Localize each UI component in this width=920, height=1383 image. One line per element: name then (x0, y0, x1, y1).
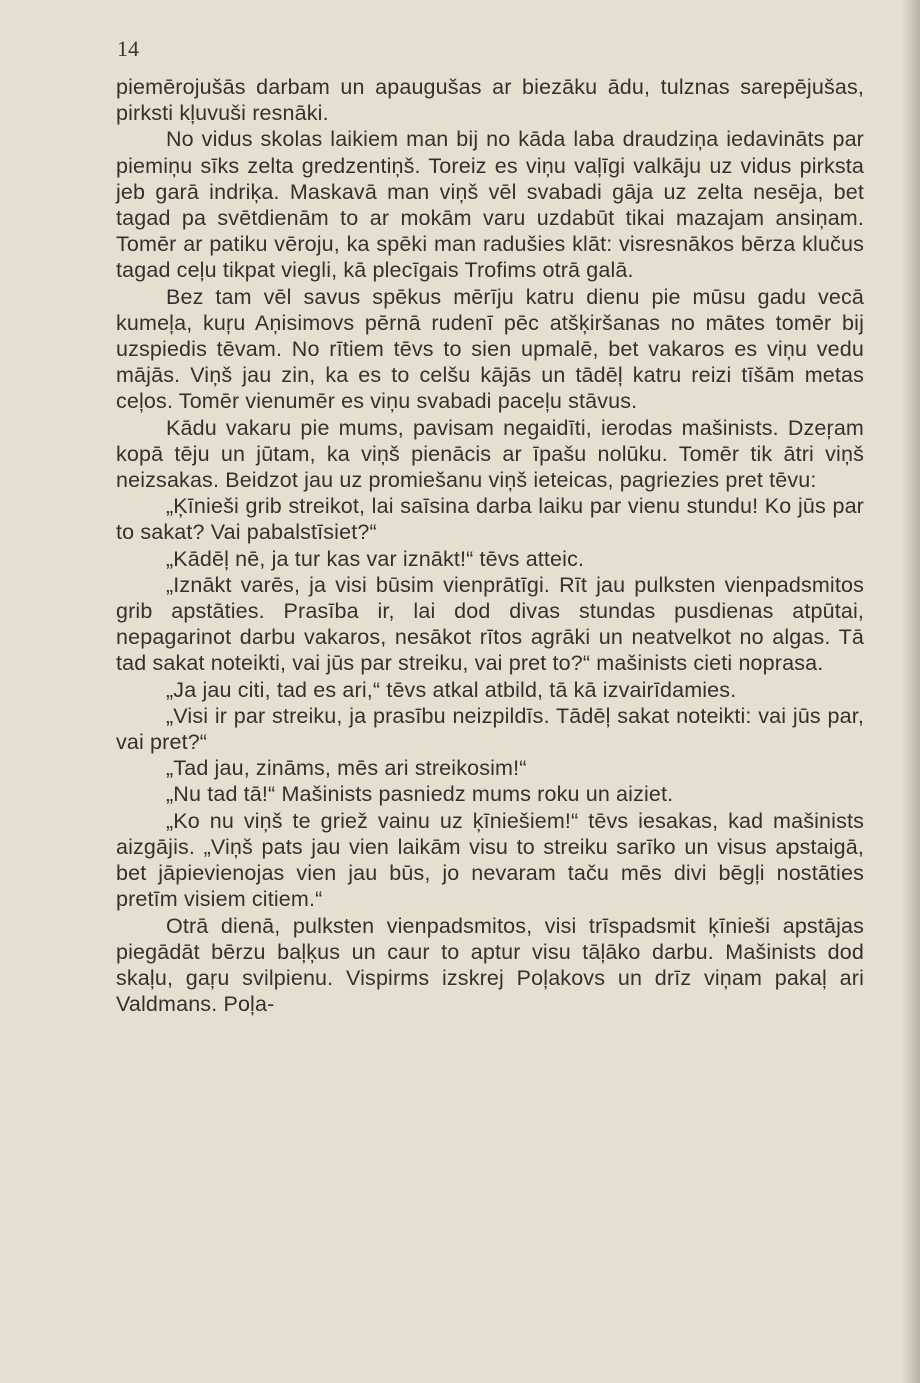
paragraph: „Iznākt varēs, ja visi būsim vienprātīgi. Rīt jau pulksten vienpadsmitos grib apstāties. Prasība ir, lai dod divas stundas pusdienas atpūtai, nepagarinot darbu vakaros, nesākot rītos agrāki un neatvelkot no algas. Tā tad sakat noteikti, vai jūs par streiku, vai pret to?“ mašinists cieti noprasa. (116, 572, 864, 676)
paragraph: „Ko nu viņš te griež vainu uz ķīniešiem!“ tēvs iesakas, kad mašinists aizgājis. „Viņš pats jau vien laikām visu to streiku sarīko un visus apstaigā, bet jāpievienojas vien jau būs, jo nevaram taču mēs divi bēgļi nostāties pretīm visiem citiem.“ (116, 808, 864, 912)
paragraph: „Tad jau, zināms, mēs ari streikosim!“ (166, 756, 527, 781)
paragraph: Bez tam vēl savus spēkus mērīju katru dienu pie mūsu gadu vecā kumeļa, kuŗu Aņisimovs pērnā rudenī pēc atšķiršanas no mātes tomēr bij uzspiedis tēvam. No rītiem tēvs to sien upmalē, bet vakaros es viņu vedu mājās. Viņš jau zin, ka es to celšu kājās un tādēļ katru reizi tīšām metas ceļos. Tomēr vienumēr es viņu svabadi paceļu stāvus. (116, 284, 864, 414)
paragraph: Kādu vakaru pie mums, pavisam negaidīti, ierodas mašinists. Dzeŗam kopā tēju un jūtam, ka viņš pienācis ar īpašu nolūku. Tomēr tik ātri viņš neizsakas. Beidzot jau uz promiešanu viņš ieteicas, pagriezies pret tēvu: (116, 415, 864, 493)
paragraph: piemērojušās darbam un apaugušas ar biezāku ādu, tulznas sarepējušas, pirksti kļuvuši resnāki. (116, 75, 864, 126)
paragraph: No vidus skolas laikiem man bij no kāda laba draudziņa iedavināts par piemiņu sīks zelta gredzentiņš. Toreiz es viņu vaļīgi valkāju uz vidus pirksta jeb garā indriķa. Maskavā man viņš vēl svabadi gāja uz zelta nesēja, bet tagad pa svētdienām to ar mokām varu uzdabūt tikai mazajam ansiņam. Tomēr ar patiku vēroju, ka spēki man radušies klāt: visresnākos bērza klučus tagad ceļu tikpat viegli, kā plecīgais Trofims otrā galā. (116, 127, 864, 283)
paragraph: „Ķīnieši grib streikot, lai saīsina darba laiku par vienu stundu! Ko jūs par to sakat? Vai pabalstīsiet?“ (116, 494, 864, 545)
paragraph: „Ja jau citi, tad es ari,“ tēvs atkal atbild, tā kā izvairīdamies. (166, 677, 737, 702)
body-text (116, 74, 864, 1017)
paragraph: „Visi ir par streiku, ja prasību neizpildīs. Tādēļ sakat noteikti: vai jūs par, vai pret?“ (116, 703, 864, 755)
page-edge-shadow (902, 0, 920, 1383)
paragraph: „Nu tad tā!“ Mašinists pasniedz mums roku un aiziet. (166, 782, 674, 807)
page-number: 14 (117, 36, 139, 61)
paragraph: Otrā dienā, pulksten vienpadsmitos, visi trīspadsmit ķīnieši apstājas piegādāt bērzu baļķus un caur to aptur visu tāļāko darbu. Mašinists dod skaļu, gaŗu svilpienu. Vispirms izskrej Poļakovs un drīz viņam pakaļ ari Valdmans. Poļa- (116, 913, 864, 1017)
paragraph: „Kādēļ nē, ja tur kas var iznākt!“ tēvs atteic. (166, 546, 585, 571)
